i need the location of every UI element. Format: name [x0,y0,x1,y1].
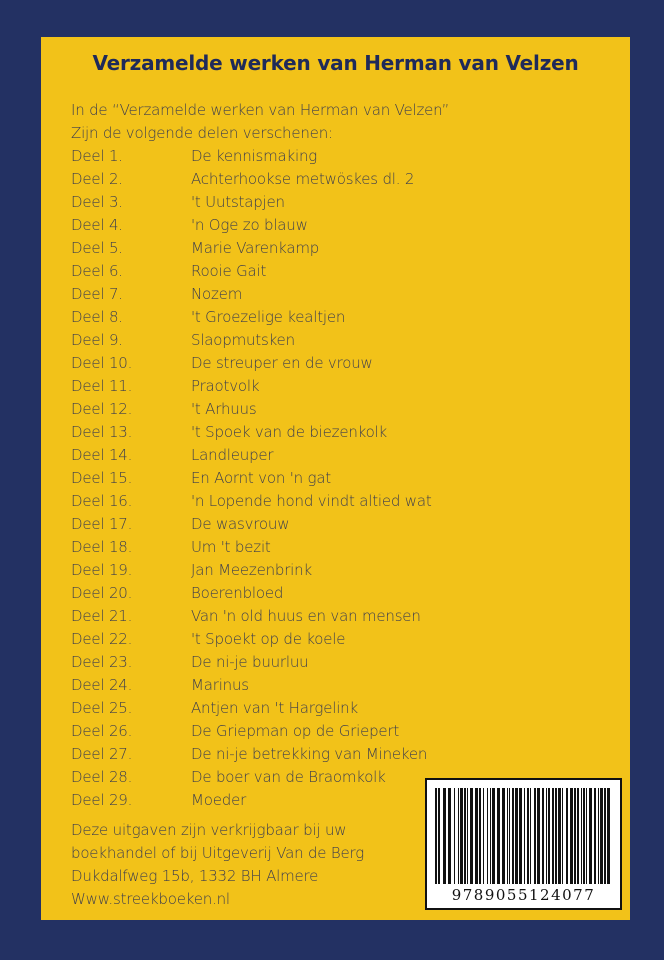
barcode-bar [589,788,592,884]
barcode-bar [555,788,557,884]
volume-number: Deel 23. [71,653,133,671]
barcode-bar [577,788,579,884]
volume-title: Landleuper [191,446,274,464]
volume-number: Deel 27. [71,745,133,763]
isbn-barcode [425,778,622,910]
volume-title: De wasvrouw [191,515,290,533]
volume-title: De boer van de Braomkolk [191,768,386,786]
volume-title: Marie Varenkamp [191,239,320,257]
volume-title: Praotvolk [191,377,260,395]
barcode-bar [448,788,451,884]
volume-number: Deel 3. [71,193,123,211]
volume-number: Deel 29. [71,791,133,809]
volume-title: 'n Lopende hond vindt altied wat [191,492,432,510]
barcode-bar [470,788,473,884]
intro-text [71,99,449,145]
volume-number: Deel 2. [71,170,123,188]
volume-number: Deel 5. [71,239,123,257]
volume-number: Deel 24. [71,676,133,694]
barcode-bar [502,788,505,884]
volume-number: Deel 26. [71,722,133,740]
back-cover-panel [41,37,630,920]
volume-number: Deel 15. [71,469,133,487]
isbn-number: 9789055124077 [451,886,596,904]
barcode-bar [519,788,522,884]
volume-number: Deel 12. [71,400,133,418]
barcode-bar [454,788,455,884]
barcode-bar [435,788,437,884]
volume-title: De Griepman op de Griepert [191,722,400,740]
barcode-bar [460,788,463,884]
volume-number: Deel 17. [71,515,133,533]
barcode-bar [458,788,459,884]
volume-title: Rooie Gait [191,262,267,280]
barcode-bar [586,788,587,884]
barcode-bar [509,788,510,884]
volume-title: Nozem [191,285,243,303]
intro-line: Zijn de volgende delen verschenen: [71,124,333,142]
barcode-bar [438,788,440,884]
barcode-bar [604,788,606,884]
volume-number: Deel 20. [71,584,133,602]
footer-line: Deze uitgaven zijn verkrijgbaar bij uw [71,821,347,839]
page-title: Verzamelde werken van Herman van Velzen [92,51,579,75]
barcode-bar [527,788,529,884]
barcode-bar [594,788,596,884]
volume-title: 't Arhuus [191,400,257,418]
volume-title: Achterhookse metwöskes dl. 2 [191,170,415,188]
barcode-bar [607,788,610,884]
volume-title: De ni-je buurluu [191,653,309,671]
volume-title: 't Uutstapjen [191,193,285,211]
volume-number: Deel 21. [71,607,133,625]
barcode-bar [600,788,603,884]
volume-title: Marinus [191,676,249,694]
volume-number: Deel 7. [71,285,123,303]
barcode-bar [562,788,563,884]
barcode-bar [507,788,508,884]
barcode-bar [558,788,561,884]
barcode-bar [583,788,585,884]
publisher-website: Www.streekboeken.nl [71,890,230,908]
barcode-bar [581,788,582,884]
barcode-bar [515,788,518,884]
barcode-bar [542,788,544,884]
barcode-bar [598,788,599,884]
volume-title: 't Spoek van de biezenkolk [191,423,388,441]
volume-number: Deel 6. [71,262,123,280]
volume-title: Moeder [191,791,247,809]
barcode-bar [574,788,576,884]
volume-title: En Aornt von 'n gat [191,469,331,487]
barcode-bar [546,788,547,884]
barcode-bars [427,780,620,884]
volume-number: Deel 25. [71,699,133,717]
barcode-bar [464,788,466,884]
publisher-info [71,819,364,911]
barcode-bar [570,788,573,884]
volume-title: Boerenbloed [191,584,284,602]
barcode-bar [497,788,500,884]
publisher-address: Dukdalfweg 15b, 1332 BH Almere [71,867,319,885]
volume-title: De streuper en de vrouw [191,354,373,372]
volume-number: Deel 9. [71,331,123,349]
barcode-bar [524,788,525,884]
barcode-bar [548,788,550,884]
volume-number: Deel 11. [71,377,133,395]
barcode-bar [487,788,488,884]
barcode-bar [512,788,514,884]
barcode-bar [530,788,531,884]
volume-number: Deel 22. [71,630,133,648]
volume-title: 't Groezelige kealtjen [191,308,346,326]
volume-number: Deel 18. [71,538,133,556]
volume-number: Deel 28. [71,768,133,786]
footer-line: boekhandel of bij Uitgeverij Van de Berg [71,844,365,862]
barcode-bar [443,788,446,884]
volume-number: Deel 10. [71,354,133,372]
volume-number: Deel 4. [71,216,123,234]
barcode-bar [552,788,554,884]
barcode-bar [467,788,468,884]
volume-title: Um 't bezit [191,538,271,556]
barcode-bar [490,788,491,884]
volume-number: Deel 13. [71,423,133,441]
barcode-bar [475,788,478,884]
barcode-bar [566,788,568,884]
volume-number: Deel 8. [71,308,123,326]
volume-number: Deel 1. [71,147,123,165]
volume-title: 'n Oge zo blauw [191,216,308,234]
volume-number: Deel 19. [71,561,133,579]
intro-line: In de “Verzamelde werken van Herman van Velzen” [71,101,450,119]
volume-title: 't Spoekt op de koele [191,630,346,648]
barcode-bar [537,788,540,884]
volume-title: Slaopmutsken [191,331,295,349]
volume-title: Van 'n old huus en van mensen [191,607,421,625]
volume-title: Jan Meezenbrink [191,561,312,579]
volume-title: De ni-je betrekking van Mineken [191,745,428,763]
barcode-bar [479,788,481,884]
volume-number: Deel 16. [71,492,133,510]
volume-number: Deel 14. [71,446,133,464]
barcode-bar [483,788,484,884]
volume-title: De kennismaking [191,147,318,165]
barcode-bar [492,788,495,884]
volume-title: Antjen van 't Hargelink [191,699,358,717]
barcode-bar [534,788,536,884]
